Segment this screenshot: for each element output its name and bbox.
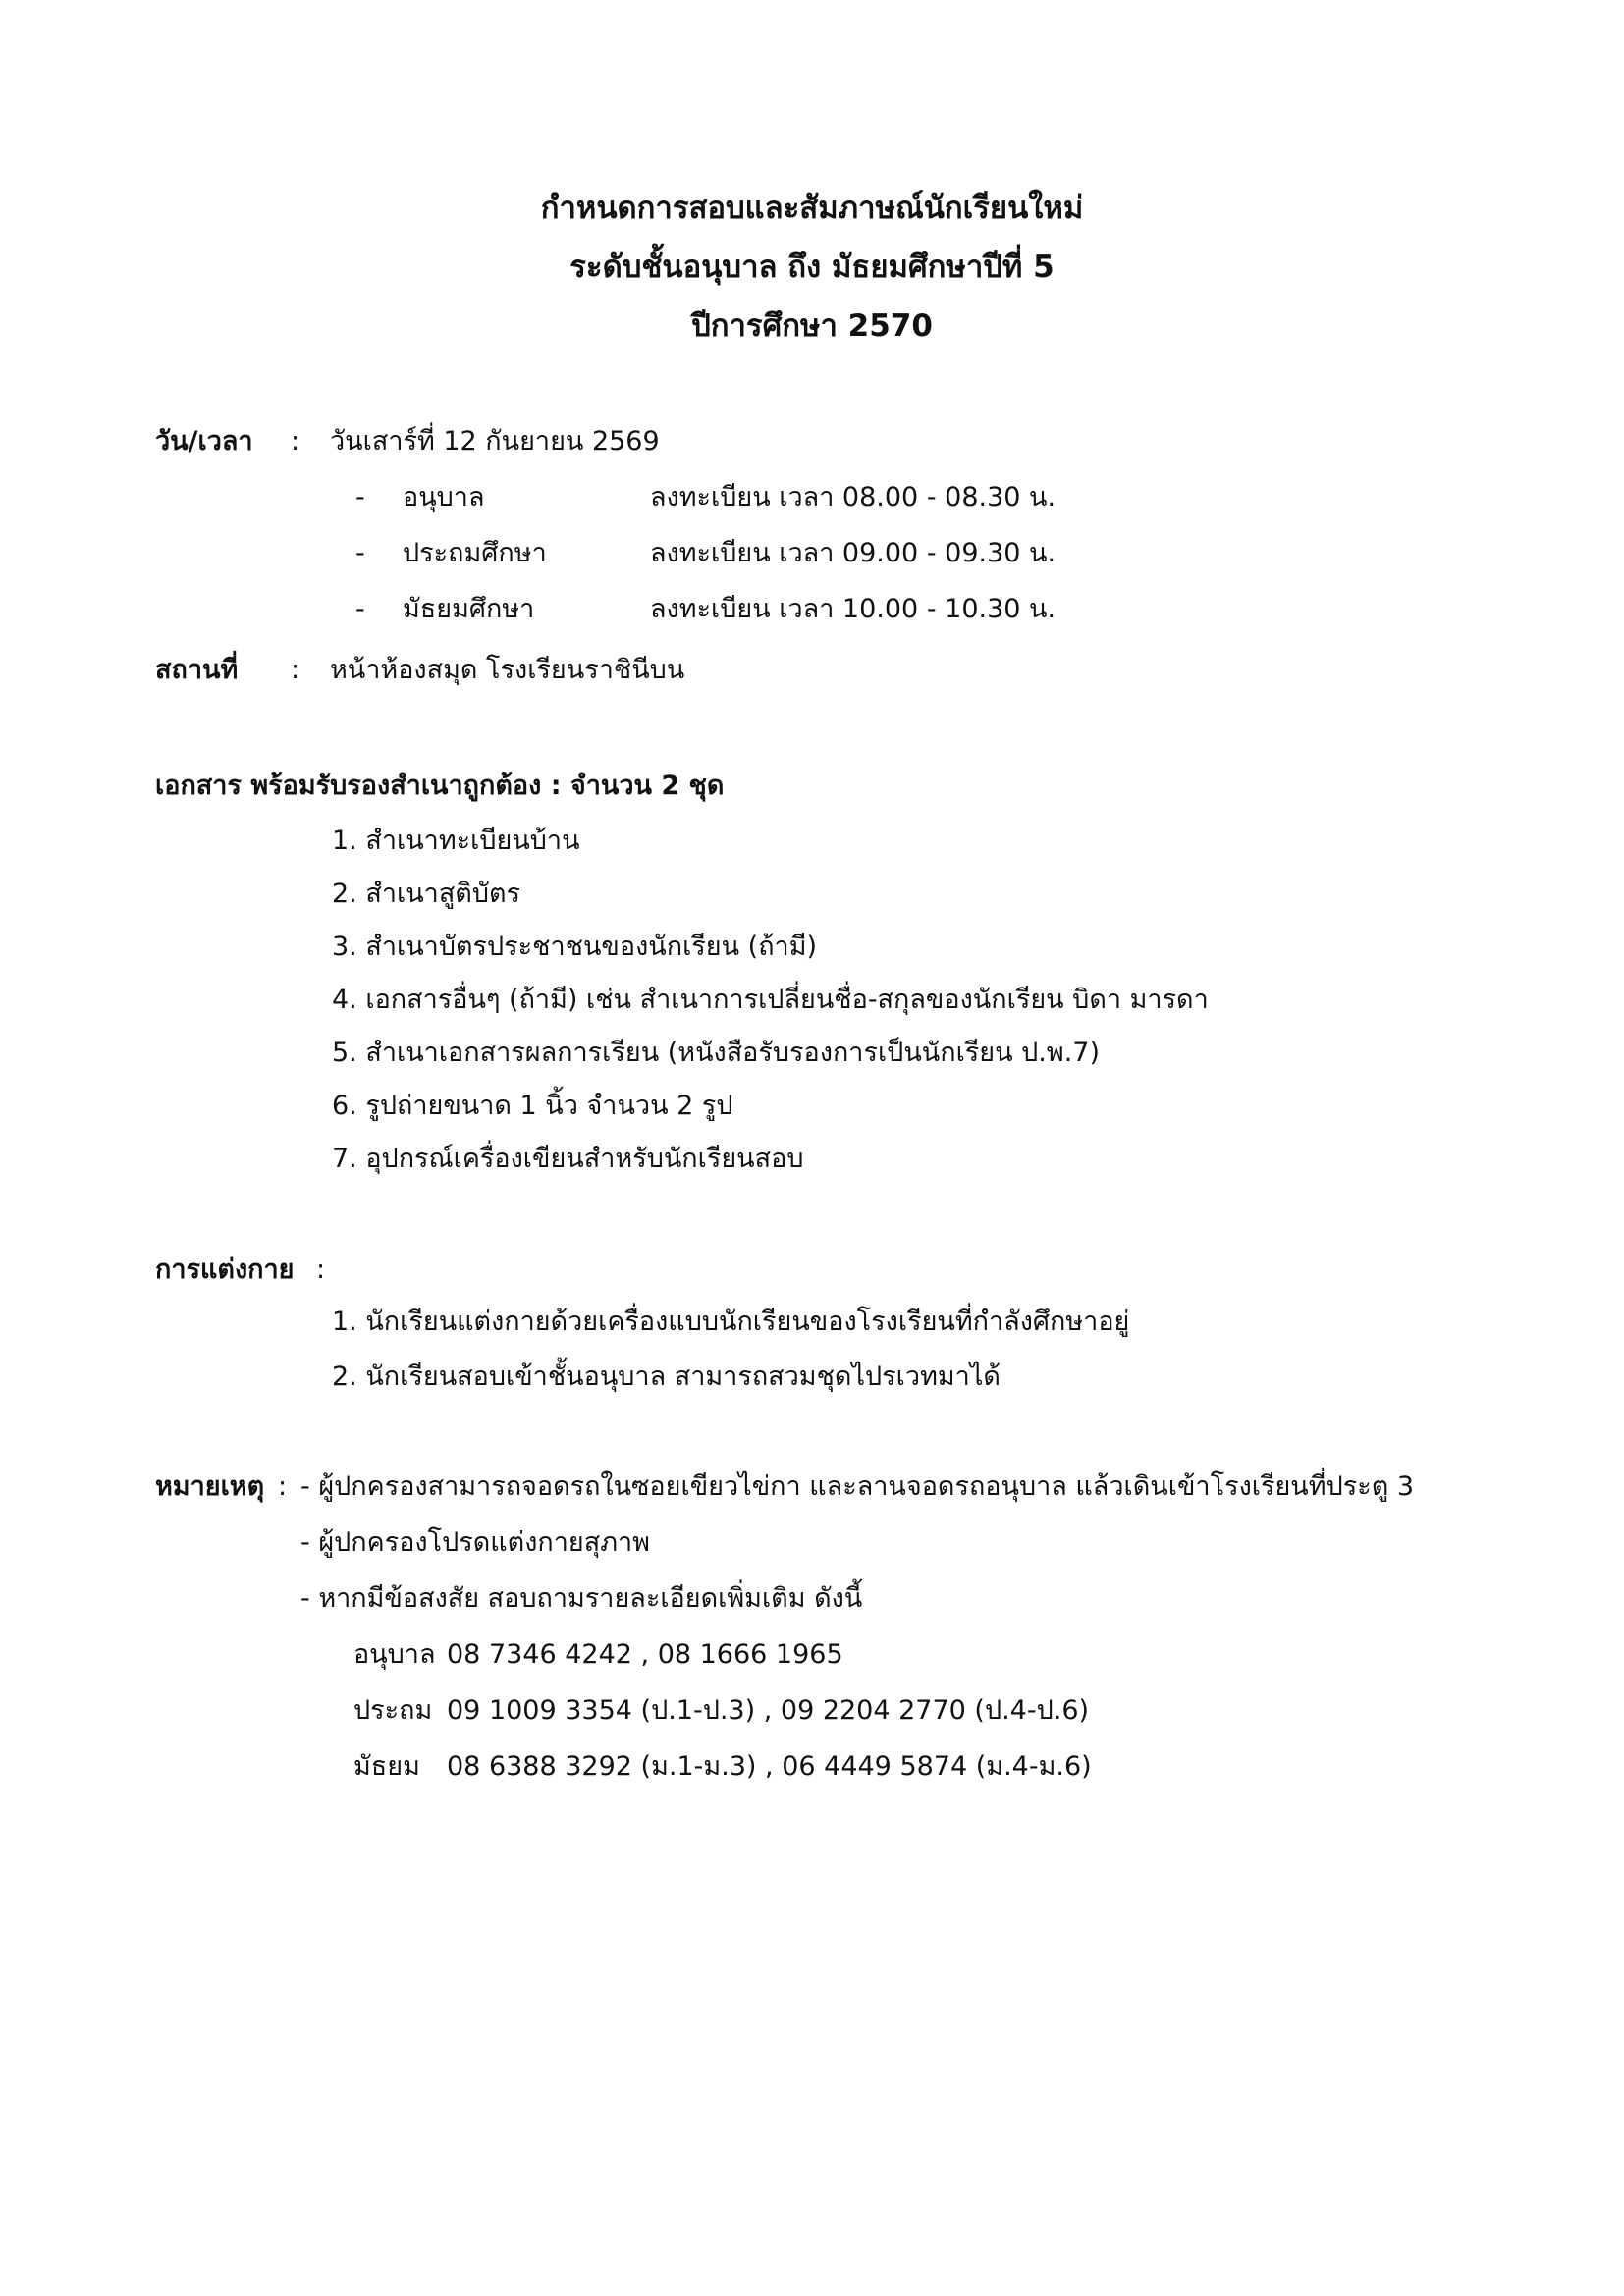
schedule-level: อนุบาล bbox=[403, 482, 485, 512]
contact-level: ประถม bbox=[353, 1695, 433, 1726]
remarks-label: หมายเหตุ bbox=[155, 1471, 265, 1502]
dress-item: 1. นักเรียนแต่งกายด้วยเครื่องแบบนักเรียนของโรงเรียนที่กำลังศึกษาอยู่ bbox=[332, 1307, 1130, 1337]
place-colon: : bbox=[291, 655, 300, 685]
contact-numbers: 08 7346 4242 , 08 1666 1965 bbox=[447, 1639, 843, 1670]
academic-year: ปีการศึกษา 2570 bbox=[691, 308, 933, 344]
documents-heading: เอกสาร พร้อมรับรองสำเนาถูกต้อง : จำนวน 2 ชุด bbox=[155, 771, 725, 801]
schedule-dash: - bbox=[355, 482, 365, 512]
datetime-value: วันเสาร์ที่ 12 กันยายน 2569 bbox=[330, 426, 660, 456]
datetime-label: วัน/เวลา bbox=[155, 426, 253, 456]
remark-item: - ผู้ปกครองสามารถจอดรถในซอยเขียวไข่กา และลานจอดรถอนุบาล แล้วเดินเข้าโรงเรียนที่ประตู 3 bbox=[300, 1471, 1414, 1502]
schedule-level: มัธยมศึกษา bbox=[403, 594, 535, 624]
dress-item: 2. นักเรียนสอบเข้าชั้นอนุบาล สามารถสวมชุดไปรเวทมาได้ bbox=[332, 1362, 1001, 1392]
place-value: หน้าห้องสมุด โรงเรียนราชินีบน bbox=[330, 655, 685, 685]
document-item: 2. สำเนาสูติบัตร bbox=[332, 879, 521, 909]
schedule-time: ลงทะเบียน เวลา 09.00 - 09.30 น. bbox=[650, 538, 1056, 568]
document-item: 3. สำเนาบัตรประชาชนของนักเรียน (ถ้ามี) bbox=[332, 932, 818, 962]
document-item: 6. รูปถ่ายขนาด 1 นิ้ว จำนวน 2 รูป bbox=[332, 1091, 733, 1121]
contact-level: มัธยม bbox=[353, 1751, 420, 1782]
dress-label: การแต่งกาย bbox=[155, 1255, 295, 1285]
document-item: 7. อุปกรณ์เครื่องเขียนสำหรับนักเรียนสอบ bbox=[332, 1144, 804, 1174]
document-item: 1. สำเนาทะเบียนบ้าน bbox=[332, 826, 580, 856]
remark-item: - หากมีข้อสงสัย สอบถามรายละเอียดเพิ่มเติม ดังนี้ bbox=[300, 1583, 863, 1614]
schedule-dash: - bbox=[355, 594, 365, 624]
place-label: สถานที่ bbox=[155, 655, 239, 685]
document-item: 5. สำเนาเอกสารผลการเรียน (หนังสือรับรองการเป็นนักเรียน ป.พ.7) bbox=[332, 1038, 1100, 1068]
page-subtitle: ระดับชั้นอนุบาล ถึง มัธยมศึกษาปีที่ 5 bbox=[569, 249, 1055, 285]
schedule-time: ลงทะเบียน เวลา 10.00 - 10.30 น. bbox=[650, 594, 1056, 624]
contact-numbers: 08 6388 3292 (ม.1-ม.3) , 06 4449 5874 (ม.4-ม.6) bbox=[447, 1751, 1092, 1782]
dress-colon: : bbox=[316, 1255, 326, 1285]
document-item: 4. เอกสารอื่นๆ (ถ้ามี) เช่น สำเนาการเปลี่ยนชื่อ-สกุลของนักเรียน บิดา มารดา bbox=[332, 985, 1209, 1015]
schedule-time: ลงทะเบียน เวลา 08.00 - 08.30 น. bbox=[650, 482, 1056, 512]
page-title: กำหนดการสอบและสัมภาษณ์นักเรียนใหม่ bbox=[540, 190, 1084, 226]
contact-level: อนุบาล bbox=[353, 1639, 436, 1670]
remarks-colon: : bbox=[278, 1471, 288, 1502]
contact-numbers: 09 1009 3354 (ป.1-ป.3) , 09 2204 2770 (ป.4-ป.6) bbox=[447, 1695, 1090, 1726]
schedule-level: ประถมศึกษา bbox=[403, 538, 547, 568]
schedule-dash: - bbox=[355, 538, 365, 568]
datetime-colon: : bbox=[291, 426, 300, 456]
remark-item: - ผู้ปกครองโปรดแต่งกายสุภาพ bbox=[300, 1527, 650, 1558]
